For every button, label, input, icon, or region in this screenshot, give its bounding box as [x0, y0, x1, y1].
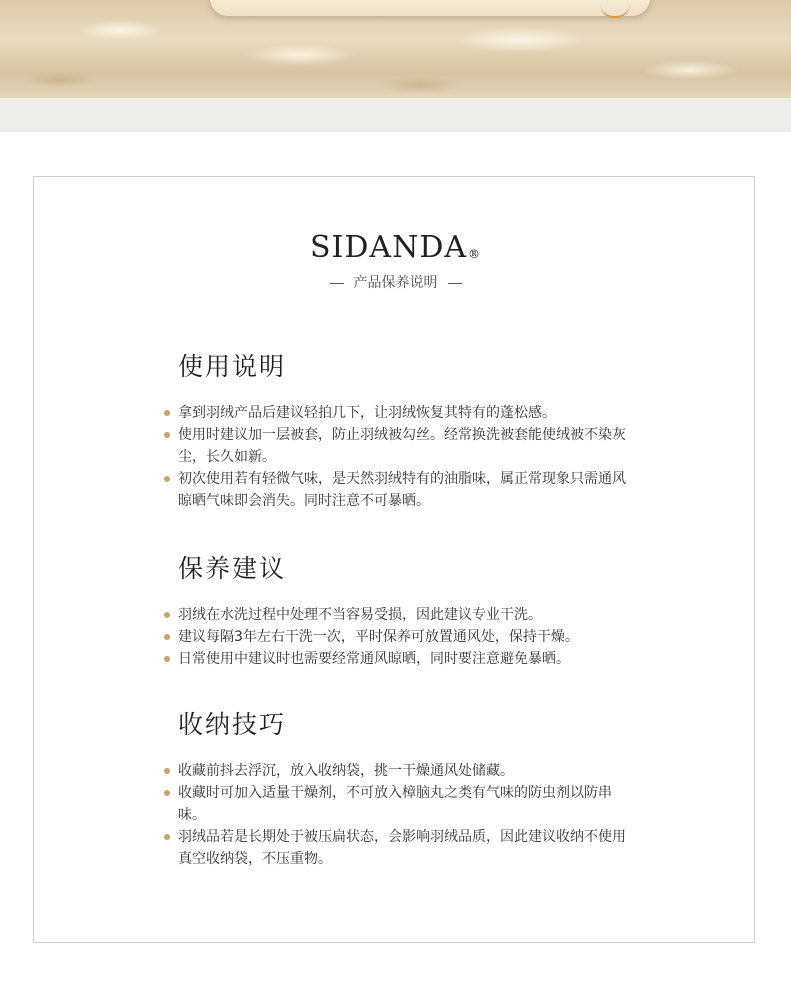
list-item-text: 拿到羽绒产品后建议轻拍几下，让羽绒恢复其特有的蓬松感。 [178, 405, 556, 421]
list-item [160, 468, 638, 512]
bullet-list [160, 604, 640, 670]
registered-mark: ® [468, 247, 482, 261]
list-item [160, 760, 638, 782]
bullet-dot-icon [164, 834, 170, 840]
list-item-text: 日常使用中建议时也需要经常通风晾晒，同时要注意避免暴晒。 [178, 651, 570, 667]
bullet-dot-icon [164, 476, 170, 482]
subtitle-dash-left [330, 283, 344, 284]
list-item [160, 826, 638, 870]
list-item-text: 收藏时可加入适量干燥剂，不可放入樟脑丸之类有气味的防虫剂以防串味。 [178, 785, 612, 823]
list-item [160, 648, 638, 670]
hero-divider-band [0, 98, 791, 132]
bullet-dot-icon [164, 410, 170, 416]
list-item [160, 402, 638, 424]
list-item-text: 使用时建议加一层被套，防止羽绒被勾丝。经常换洗被套能使绒被不染灰尘，长久如新。 [178, 427, 626, 465]
list-item-text: 初次使用若有轻微气味，是天然羽绒特有的油脂味，属正常现象只需通风晾晒气味即会消失。同时注意不可暴晒。 [178, 471, 626, 509]
bullet-list [160, 402, 640, 512]
list-item-text: 羽绒在水洗过程中处理不当容易受损，因此建议专业干洗。 [178, 607, 542, 623]
hero-image [0, 0, 791, 98]
list-item [160, 782, 638, 826]
section-title: 收纳技巧 [178, 710, 287, 739]
bullet-dot-icon [164, 768, 170, 774]
subtitle-text: 产品保养说明 [353, 275, 438, 291]
bullet-dot-icon [164, 432, 170, 438]
brand-name: SIDANDA [309, 230, 468, 265]
bullet-list [160, 760, 640, 870]
hero-quilt-shape [210, 0, 650, 16]
list-item-text: 羽绒品若是长期处于被压扁状态，会影响羽绒品质，因此建议收纳不使用真空收纳袋，不压重物。 [178, 829, 626, 867]
section-title: 使用说明 [178, 352, 287, 381]
section-title: 保养建议 [178, 554, 287, 583]
bullet-dot-icon [164, 634, 170, 640]
page-subtitle [0, 274, 791, 292]
list-item [160, 626, 638, 648]
list-item [160, 424, 638, 468]
list-item-text: 收藏前抖去浮沉，放入收纳袋，挑一干燥通风处储藏。 [178, 763, 514, 779]
bullet-dot-icon [164, 612, 170, 618]
list-item-text: 建议每隔3年左右干洗一次，平时保养可放置通风处，保持干燥。 [178, 629, 579, 645]
section-maintenance [160, 552, 640, 670]
section-storage [160, 708, 640, 870]
brand-logo [0, 230, 791, 266]
subtitle-dash-right [448, 283, 462, 284]
section-usage [160, 350, 640, 512]
list-item [160, 604, 638, 626]
bullet-dot-icon [164, 790, 170, 796]
bullet-dot-icon [164, 656, 170, 662]
